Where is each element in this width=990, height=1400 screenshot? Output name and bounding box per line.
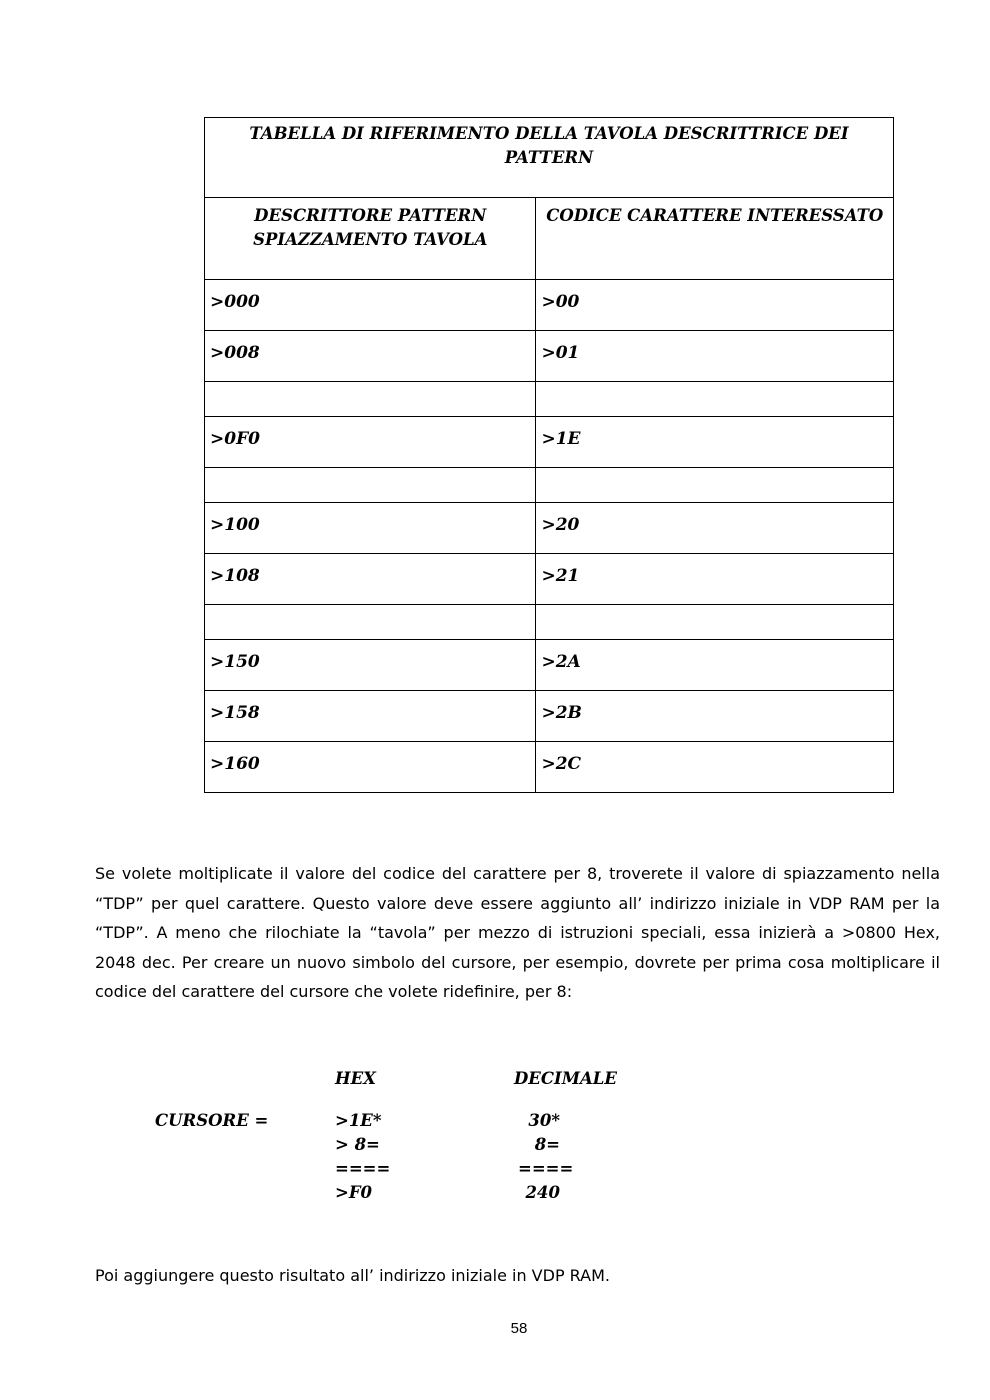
offset-cell xyxy=(205,468,536,503)
decimal-line: 240 xyxy=(525,1183,560,1202)
decimal-line: 8= xyxy=(534,1135,560,1154)
column-header-char-code: CODICE CARATTERE INTERESSATO xyxy=(536,198,894,280)
offset-cell: >0F0 xyxy=(205,417,536,468)
decimal-column-heading: DECIMALE xyxy=(514,1069,617,1088)
hex-column-heading: HEX xyxy=(335,1069,376,1088)
hex-line: ==== xyxy=(335,1159,391,1178)
body-paragraph: Se volete moltiplicate il valore del codice del carattere per 8, troverete il valore di spiazzamento nella “TDP” per quel carattere. Questo valore deve essere aggiunto all’ indirizzo iniziale in VDP RAM per la “TDP”. A meno che rilochiate la “tavola” per mezzo di istruzioni speciali, essa inizierà a >0800 Hex, 2048 dec. Per creare un nuovo simbolo del cursore, per esempio, dovrete per prima cosa moltiplicare il codice del carattere del cursore che volete ridefinire, per 8: xyxy=(95,864,940,1001)
char-code-cell: >21 xyxy=(536,554,894,605)
table-row xyxy=(205,554,894,605)
closing-sentence: Poi aggiungere questo risultato all’ indirizzo iniziale in VDP RAM. xyxy=(95,1266,610,1285)
offset-cell: >108 xyxy=(205,554,536,605)
column-header-offset: DESCRITTORE PATTERN SPIAZZAMENTO TAVOLA xyxy=(205,198,536,280)
table-title: TABELLA DI RIFERIMENTO DELLA TAVOLA DESCRITTRICE DEI PATTERN xyxy=(205,118,894,198)
page-number: 58 xyxy=(510,1320,528,1337)
char-code-cell: >00 xyxy=(536,280,894,331)
decimal-calculation xyxy=(518,1109,574,1205)
decimal-line: ==== xyxy=(518,1159,574,1178)
char-code-cell xyxy=(536,468,894,503)
offset-cell: >158 xyxy=(205,691,536,742)
decimal-line: 30* xyxy=(528,1111,560,1130)
offset-cell: >100 xyxy=(205,503,536,554)
offset-cell: >000 xyxy=(205,280,536,331)
table-row xyxy=(205,417,894,468)
offset-cell xyxy=(205,605,536,640)
offset-cell: >160 xyxy=(205,742,536,793)
char-code-cell: >2A xyxy=(536,640,894,691)
char-code-cell: >2B xyxy=(536,691,894,742)
table-row-empty xyxy=(205,382,894,417)
table-row xyxy=(205,640,894,691)
table-row-empty xyxy=(205,605,894,640)
hex-calculation xyxy=(335,1109,390,1205)
table-row xyxy=(205,691,894,742)
hex-line: > 8= xyxy=(335,1135,380,1154)
char-code-cell: >2C xyxy=(536,742,894,793)
offset-cell xyxy=(205,382,536,417)
hex-line: >F0 xyxy=(335,1183,373,1202)
table-row xyxy=(205,331,894,382)
offset-cell: >008 xyxy=(205,331,536,382)
table-row xyxy=(205,742,894,793)
offset-cell: >150 xyxy=(205,640,536,691)
hex-line: >1E* xyxy=(335,1111,382,1130)
table-row-empty xyxy=(205,468,894,503)
char-code-cell xyxy=(536,605,894,640)
char-code-cell: >1E xyxy=(536,417,894,468)
char-code-cell: >20 xyxy=(536,503,894,554)
table-row xyxy=(205,280,894,331)
table-row xyxy=(205,503,894,554)
char-code-cell: >01 xyxy=(536,331,894,382)
pattern-reference-table xyxy=(204,117,894,793)
cursor-label: CURSORE = xyxy=(155,1111,269,1130)
char-code-cell xyxy=(536,382,894,417)
